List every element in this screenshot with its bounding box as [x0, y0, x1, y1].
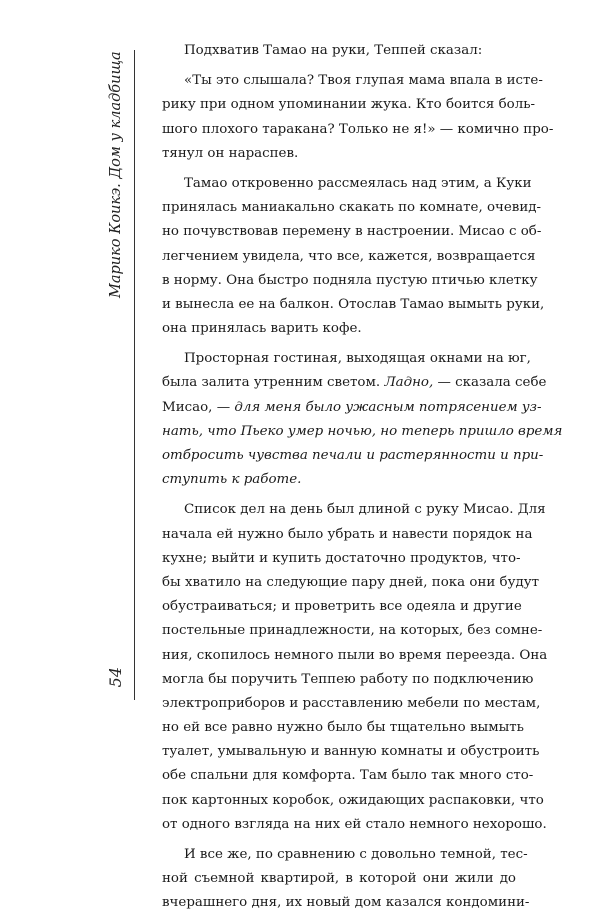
running-head: Марико Коикэ. Дом у кладбища: [108, 51, 124, 298]
text-run: и вынесла ее на балкон. Отослав Тамао вымыть руки,: [162, 296, 545, 312]
text-line: [162, 843, 528, 867]
page-number: 54: [106, 667, 125, 688]
text-run: рику при одном упоминании жука. Кто боится боль-: [162, 97, 536, 113]
italic-run: Ладно,: [384, 375, 434, 391]
text-line: [162, 468, 516, 492]
text-line: [162, 764, 534, 788]
text-run: но почувствовав перемену в настроении. Мисао с об-: [162, 224, 542, 240]
text-run: в норму. Она быстро подняла пустую птичью клетку: [162, 272, 538, 288]
text-line: [162, 347, 531, 371]
text-line: [162, 293, 545, 317]
text-line: [162, 69, 543, 93]
text-run: — сказала себе: [433, 375, 547, 391]
body-text: [162, 39, 563, 922]
text-line: [162, 740, 540, 764]
text-line: [162, 813, 547, 837]
text-line: [162, 220, 542, 244]
text-line: [162, 196, 542, 220]
paragraph: [162, 172, 545, 341]
text-run: обе спальни для комфорта. Там было так много сто-: [162, 768, 534, 784]
italic-run: нать, что Пьеко умер ночью, но теперь пришло время: [162, 423, 563, 439]
text-line: [162, 245, 536, 269]
paragraph: [162, 39, 516, 63]
text-line: [162, 39, 516, 63]
text-run: И все же, по сравнению с довольно темной, тес-: [184, 847, 528, 862]
text-line: [162, 420, 563, 444]
italic-run: для меня было ужасным потрясением уз-: [234, 399, 542, 415]
paragraph: [162, 498, 548, 837]
text-line: [162, 619, 543, 643]
text-line: [162, 644, 548, 668]
text-run: Просторная гостиная, выходящая окнами на юг,: [184, 351, 531, 367]
text-run: Мисао, —: [162, 399, 235, 415]
text-line: [162, 867, 516, 891]
text-run: пок картонных коробок, ожидающих распаковки, что: [162, 792, 544, 808]
text-line: [162, 523, 533, 547]
text-line: [162, 595, 522, 619]
text-line: [162, 444, 544, 468]
paragraph: [162, 69, 554, 166]
text-run: кухне; выйти и купить достаточно продуктов, что-: [162, 550, 521, 566]
text-run: постельные принадлежности, на которых, без сомне-: [162, 623, 543, 639]
text-run: тянул он нараспев.: [162, 145, 299, 161]
text-run: туалет, умывальную и ванную комнаты и обустроить: [162, 744, 540, 760]
text-run: была залита утренним светом.: [162, 375, 385, 391]
text-line: [162, 716, 524, 740]
text-run: но ей все равно нужно было бы тщательно вымыть: [162, 720, 524, 736]
text-run: обустраиваться; и проветрить все одеяла и другие: [162, 599, 522, 615]
paragraph: [162, 843, 530, 916]
italic-run: ступить к работе.: [162, 472, 302, 488]
text-run: от одного взгляда на них ей стало немного нехорошо.: [162, 816, 547, 832]
text-run: принялась маниакально скакать по комнате, очевид-: [162, 200, 542, 216]
text-line: [162, 692, 541, 716]
text-line: [162, 498, 546, 522]
text-line: [162, 118, 554, 142]
text-run: она принялась варить кофе.: [162, 321, 362, 337]
text-line: [162, 93, 536, 117]
paragraph: [162, 347, 563, 492]
text-line: [162, 371, 547, 395]
text-run: «Ты это слышала? Твоя глупая мама впала в исте-: [184, 73, 543, 89]
text-run: Подхватив Тамао на руки, Теппей сказал:: [184, 43, 483, 58]
text-line: [162, 891, 530, 915]
text-run: легчением увидела, что все, кажется, возвращается: [162, 248, 536, 264]
text-line: [162, 547, 521, 571]
text-run: могла бы поручить Теппею работу по подключению: [162, 671, 534, 687]
text-run: Список дел на день был длиной с руку Мисао. Для: [184, 502, 546, 518]
text-line: [162, 668, 534, 692]
text-run: бы хватило на следующие пару дней, пока они будут: [162, 574, 540, 590]
text-line: [162, 789, 544, 813]
text-line: [162, 317, 516, 341]
margin-rule: [134, 50, 135, 700]
text-run: ния, скопилось немного пыли во время переезда. Она: [162, 647, 548, 663]
text-line: [162, 571, 540, 595]
text-line: [162, 172, 532, 196]
text-run: шого плохого таракана? Только не я!» — комично про-: [162, 121, 554, 137]
text-run: Тамао откровенно рассмеялась над этим, а Куки: [184, 175, 532, 191]
text-line: [162, 396, 542, 420]
text-run: вчерашнего дня, их новый дом казался кондомини-: [162, 895, 530, 911]
text-run: электроприборов и расставлению мебели по местам,: [162, 695, 541, 711]
text-run: начала ей нужно было убрать и навести порядок на: [162, 526, 533, 542]
italic-run: отбросить чувства печали и растерянности и при-: [162, 448, 544, 463]
text-line: [162, 269, 538, 293]
text-run: ной съемной квартирой, в которой они жили до: [162, 871, 516, 887]
text-line: [162, 142, 516, 166]
